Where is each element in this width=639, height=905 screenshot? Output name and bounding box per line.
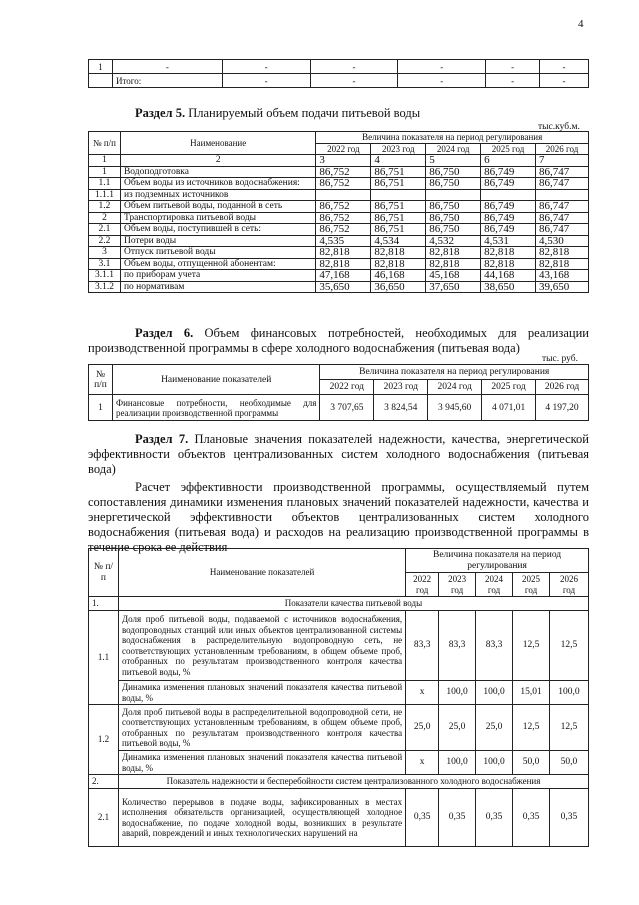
table-row: 2.1 Количество перерывов в подаче воды, зафиксированных в местах исполнения обязательств организацией, осуществляющей холодное водоснабжение, по подаче холодной воды, возникших в результате аварий, повреждений и иных технологических нарушений на 0,35 0,35 0,35 0,35 0,35 (89, 789, 589, 847)
col-name-header: Наименование показателей (112, 365, 319, 395)
table-row: 2.2 Потери воды 4,535 4,534 4,532 4,531 4,530 (89, 235, 589, 247)
section5-table: № п/п Наименование Величина показателя на период регулирования 2022 год 2023 год 2024 год 2025 год 2026 год 1 2 3 4 5 6 7 1 Водоподготовка 86,752 86,751 86,750 86,749 86,747 1.1 Объем воды из источников водоснабжения: 86,752 86,751 86,750 86,749 86,747 1.1.1 из подземных источников 1.2 Объем питьевой воды, поданной в сеть 86,752 86,751 86,750 86,749 86,747 2 Транспортировка питьевой воды 86,752 86,751 86,750 86,749 86,747 2.1 Объем воды, поступившей в сеть: 86,752 86,751 86,750 86,749 86,747 2.2 Потери воды 4,535 4,534 4,532 4,531 4,530 3 Отпуск питьевой воды 82,818 82,818 82,818 82,818 82,818 3.1 Объем воды, отпущенной абонентам: 82,818 82,818 82,818 82,818 82,818 3.1.1 по приборам учета 47,168 46,168 45,168 44,168 43,168 3.1.2 по нормативам 35,650 36,650 37,650 38,650 39,650 (88, 131, 589, 293)
col-name-header: Наименование показателей (118, 549, 405, 597)
period-header: Величина показателя на период регулирования (316, 132, 589, 144)
period-header: Величина показателя на период регулирования (320, 365, 589, 380)
page-number: 4 (578, 18, 584, 30)
table-row: 1 Водоподготовка 86,752 86,751 86,750 86,749 86,747 (89, 166, 589, 178)
table-row: 2.1 Объем воды, поступившей в сеть: 86,752 86,751 86,750 86,749 86,747 (89, 224, 589, 236)
col-num-header: № п/п (89, 549, 119, 597)
section6-title: Раздел 6. Объем финансовых потребностей, необходимых для реализации производственной программы в сфере холодного водоснабжения (питьевая вода) (88, 326, 589, 355)
col-name-header: Наименование (120, 132, 315, 155)
row-number: 1 (89, 60, 113, 74)
table-row: 3.1.1 по приборам учета 47,168 46,168 45,168 44,168 43,168 (89, 270, 589, 282)
section5-title: Раздел 5. Планируемый объем подачи питьевой воды (135, 106, 421, 120)
section6-table: № п/п Наименование показателей Величина показателя на период регулирования 2022 год 2023 год 2024 год 2025 год 2026 год 1 Финансовые потребности, необходимые для реализации производственной программы 3 707,65 3 824,54 3 945,60 4 071,01 4 197,20 (88, 364, 589, 421)
table-row: 3.1.2 по нормативам 35,650 36,650 37,650 38,650 39,650 (89, 281, 589, 293)
total-label: Итого: (112, 74, 222, 88)
table-row: 1.2 Объем питьевой воды, поданной в сеть 86,752 86,751 86,750 86,749 86,747 (89, 201, 589, 213)
section7-paragraph: Расчет эффективности производственной программы, осуществляемый путем сопоставления динамики изменения плановых значений показателей надежности, качества и энергетической эффективности объектов централизованных систем холодного водоснабжения (питьевая вода) и расходов на реализацию производственной программы в течение срока ее действия (88, 480, 589, 554)
group-row: 2. Показатель надежности и бесперебойности систем централизованного холодного водоснабжения (89, 775, 589, 789)
table-row: 3.1 Объем воды, отпущенной абонентам: 82,818 82,818 82,818 82,818 82,818 (89, 258, 589, 270)
section7-title: Раздел 7. Плановые значения показателей надежности, качества, энергетической эффективности объектов централизованных систем холодного водоснабжения (питьевая вода) (88, 432, 590, 476)
table-row: 1 - - - - - - (89, 60, 589, 74)
section5-unit: тыс.куб.м. (538, 122, 580, 132)
table-row: 1.2 Доля проб питьевой воды в распределительной водопроводной сети, не соответствующих установленным требованиям, в общем объеме проб, отобранных по результатам производственного контроля качества питьевой воды, % 25,0 25,0 25,0 12,5 12,5 (89, 705, 589, 751)
table-row: 1.1 Объем воды из источников водоснабжения: 86,752 86,751 86,750 86,749 86,747 (89, 178, 589, 190)
section6-unit: тыс. руб. (542, 354, 578, 364)
table-row: Итого: - - - - - (89, 74, 589, 88)
section7-table: № п/п Наименование показателей Величина показателя на период регулирования 2022 год 2023 год 2024 год 2025 год 2026 год 1. Показатели качества питьевой воды 1.1 Доля проб питьевой воды, подаваемой с источников водоснабжения, водопроводных станций или иных объектов централизованной системы водоснабжения в распределительную водопроводную сеть, не соответствующих установленным требованиям, в общем объеме проб, отобранных по результатам производственного контроля качества питьевой воды, % 83,3 83,3 83,3 12,5 12,5 Динамика изменения плановых значений показателя качества питьевой воды, % x 100,0 100,0 15,01 100,0 1.2 Доля проб питьевой воды в распределительной водопроводной сети, не соответствующих установленным требованиям, в общем объеме проб, отобранных по результатам производственного контроля качества питьевой воды, % 25,0 25,0 25,0 12,5 12,5 Динамика изменения плановых значений показателя качества питьевой воды, % x 100,0 100,0 50,0 50,0 2. Показатель надежности и бесперебойности систем централизованного холодного водоснабжения 2.1 Количество перерывов в подаче воды, зафиксированных в местах исполнения обязательств организацией, осуществляющей холодное водоснабжение, по подаче холодной воды, возникших в результате аварий, повреждений и иных технологических нарушений на 0,35 0,35 0,35 0,35 0,35 (88, 548, 589, 847)
table-row: 1 Финансовые потребности, необходимые для реализации производственной программы 3 707,65 3 824,54 3 945,60 4 071,01 4 197,20 (89, 395, 589, 421)
table-row: Динамика изменения плановых значений показателя качества питьевой воды, % x 100,0 100,0 15,01 100,0 (89, 681, 589, 705)
table-row: 2 Транспортировка питьевой воды 86,752 86,751 86,750 86,749 86,747 (89, 212, 589, 224)
col-num-header: № п/п (89, 365, 113, 395)
table-row: 3 Отпуск питьевой воды 82,818 82,818 82,818 82,818 82,818 (89, 247, 589, 259)
table-row: 1.1.1 из подземных источников (89, 189, 589, 201)
table-row: Динамика изменения плановых значений показателя качества питьевой воды, % x 100,0 100,0 50,0 50,0 (89, 751, 589, 775)
period-header: Величина показателя на период регулирования (406, 549, 589, 573)
continuation-table (88, 59, 589, 88)
group-row: 1. Показатели качества питьевой воды (89, 597, 589, 611)
table-row: 1.1 Доля проб питьевой воды, подаваемой с источников водоснабжения, водопроводных станций или иных объектов централизованной системы водоснабжения в распределительную водопроводную сеть, не соответствующих установленным требованиям, в общем объеме проб, отобранных по результатам производственного контроля качества питьевой воды, % 83,3 83,3 83,3 12,5 12,5 (89, 611, 589, 681)
col-num-header: № п/п (89, 132, 121, 155)
